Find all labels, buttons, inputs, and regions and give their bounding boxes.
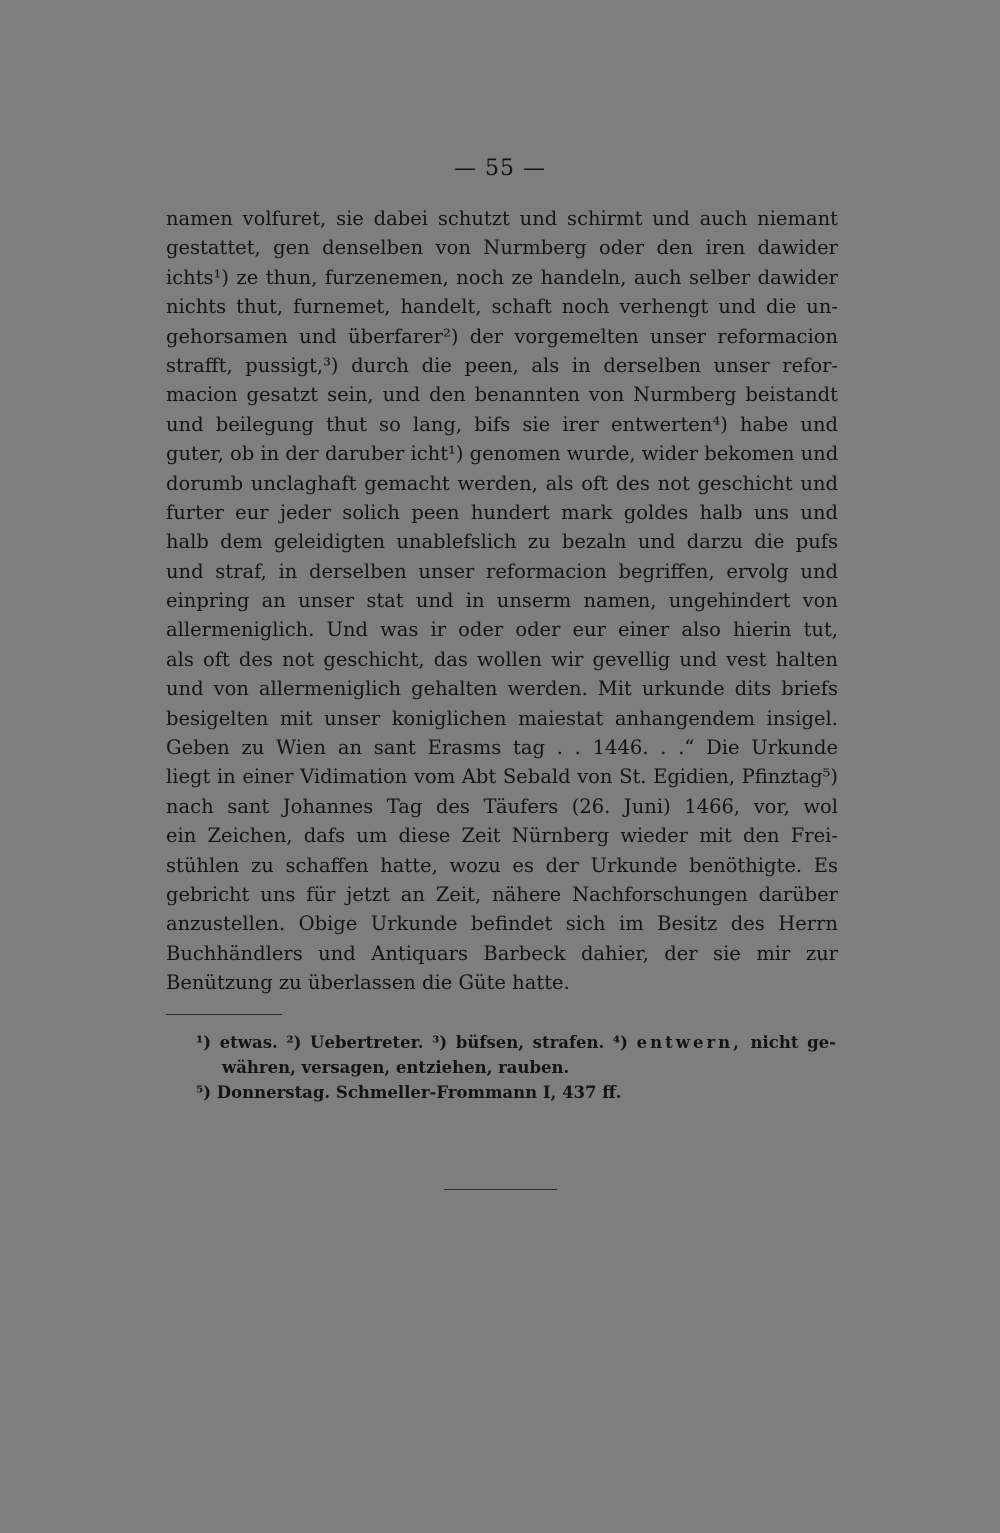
text-line: als oft des not geschicht, das wollen wir gevellig und vest halten <box>166 647 838 671</box>
text-line: nach sant Johannes Tag des Täufers (26. Juni) 1466, vor, wol <box>166 794 838 818</box>
footnote-text: nicht ge- <box>750 1033 837 1052</box>
text-line: macion gesatzt sein, und den benannten von Nurmberg beistandt <box>166 383 838 407</box>
text-line: anzustellen. Obige Urkunde befindet sich im Besitz des Herrn <box>166 912 838 936</box>
text-line: allermeniglich. Und was ir oder oder eur einer also hierin tut, <box>166 618 838 642</box>
text-line: liegt in einer Vidimation vom Abt Sebald von St. Egidien, Pfinztag⁵) <box>166 765 838 789</box>
text-line: guter, ob in der daruber icht¹) genomen wurde, wider bekomen und <box>166 442 839 466</box>
text-line: halb dem geleidigten unablefslich zu bezaln und darzu die pufs <box>166 530 838 554</box>
footnote-line <box>196 1030 836 1055</box>
text-line: Buchhändlers und Antiquars Barbeck dahier, der sie mir zur <box>166 941 838 965</box>
text-line: furter eur jeder solich peen hundert mark goldes halb uns und <box>166 500 838 524</box>
footnote-line: währen, versagen, entziehen, rauben. <box>222 1058 570 1077</box>
footnote-text: ¹) etwas. ²) Uebertreter. ³) büfsen, strafen. ⁴) <box>196 1033 628 1052</box>
end-rule <box>444 1189 557 1190</box>
text-line: ichts¹) ze thun, furzenemen, noch ze handeln, auch selber dawider <box>166 265 838 289</box>
text-line: dorumb unclaghaft gemacht werden, als oft des not geschicht und <box>166 471 838 495</box>
text-line: Benützung zu überlassen die Güte hatte. <box>166 971 570 995</box>
text-line: besigelten mit unser koniglichen maiestat anhangendem insigel. <box>166 706 838 730</box>
text-line: und straf, in derselben unser reformacion begriffen, ervolg und <box>166 559 838 583</box>
footnotes <box>196 1030 836 1105</box>
text-line: namen volfuret, sie dabei schutzt und schirmt und auch niemant <box>166 207 838 230</box>
text-line: und beilegung thut so lang, bifs sie irer entwerten⁴) habe und <box>166 412 838 436</box>
footnote-line: ⁵) Donnerstag. Schmeller-Frommann I, 437 ff. <box>196 1083 622 1102</box>
text-line: stühlen zu schaffen hatte, wozu es der Urkunde benöthigte. Es <box>166 853 838 877</box>
text-line: gestattet, gen denselben von Nurmberg oder den iren dawider <box>166 236 838 260</box>
text-line: einpring an unser stat und in unserm namen, ungehindert von <box>166 589 838 613</box>
text-line: und von allermeniglich gehalten werden. Mit urkunde dits briefs <box>166 677 838 701</box>
text-line: gehorsamen und überfarer²) der vorgemelten unser reformacion <box>166 324 838 348</box>
text-line: ein Zeichen, dafs um diese Zeit Nürnberg wieder mit den Frei- <box>166 824 838 848</box>
text-line: nichts thut, furnemet, handelt, schaft noch verhengt und die un- <box>166 295 838 319</box>
page-number: — 55 — <box>454 156 546 181</box>
text-line: Geben zu Wien an sant Erasms tag . . 1446. . .“ Die Urkunde <box>166 736 838 760</box>
footnote-separator <box>166 1014 282 1015</box>
body-text <box>166 204 838 998</box>
text-line: strafft, pussigt,³) durch die peen, als in derselben unser refor- <box>166 353 838 377</box>
footnote-spaced-word: entwern, <box>636 1033 742 1052</box>
text-line: gebricht uns für jetzt an Zeit, nähere Nachforschungen darüber <box>166 882 838 906</box>
